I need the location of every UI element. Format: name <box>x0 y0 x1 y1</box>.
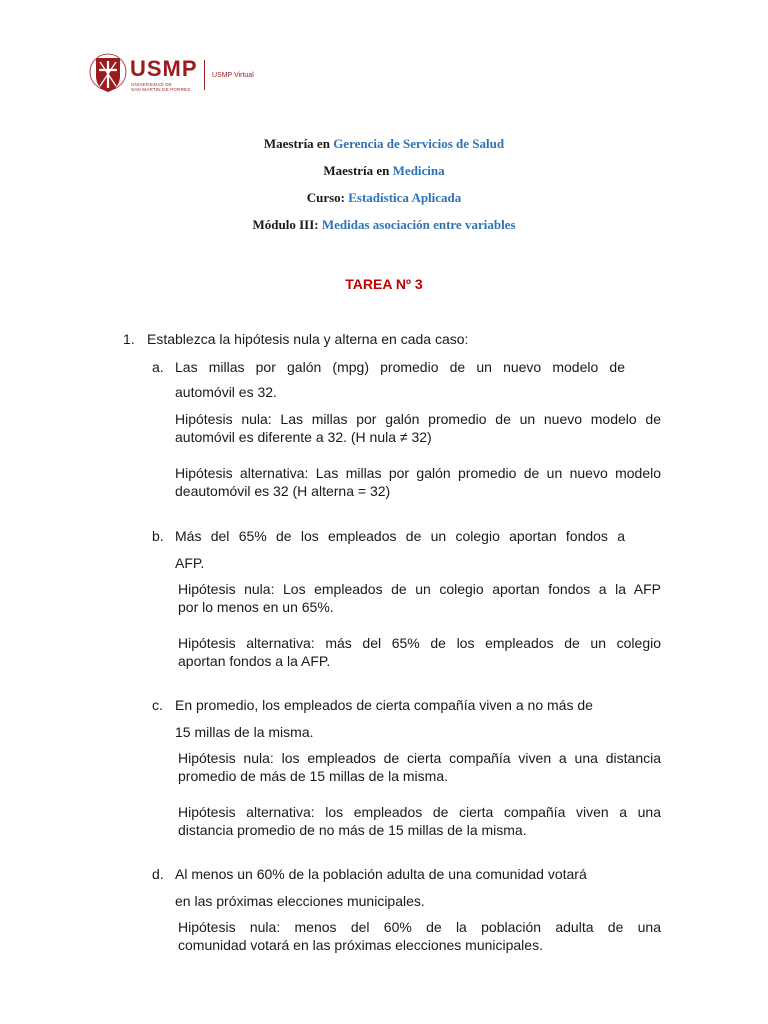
meta-line-maestria-2: Maestría en Medicina <box>323 163 445 178</box>
meta-line-maestria-1: Maestría en Gerencia de Servicios de Salud <box>263 136 505 151</box>
item-c-letter: c. <box>152 697 163 713</box>
item-b-null-hypothesis: Hipótesis nula: Los empleados de un colegio aportan fondos a la AFP por lo menos en un 65%. <box>178 581 661 615</box>
header-divider <box>204 60 205 90</box>
item-a-null-hypothesis: Hipótesis nula: Las millas por galón promedio de un nuevo modelo de automóvil es diferente a 32. (H nula ≠ 32) <box>175 411 661 445</box>
item-b-statement: Más del 65% de los empleados de un colegio aportan fondos a <box>175 528 625 544</box>
page-title: TAREA Nº 3 <box>345 276 423 292</box>
item-b-letter: b. <box>152 528 164 544</box>
brand-subtitle: UNIVERSIDAD DE SAN MARTIN DE PORRES <box>131 82 191 92</box>
item-b-statement-cont: AFP. <box>175 555 205 571</box>
usmp-seal-icon <box>88 48 128 98</box>
item-d-letter: d. <box>152 866 164 882</box>
item-c-statement-cont: 15 millas de la misma. <box>175 724 314 740</box>
item-d-statement: Al menos un 60% de la población adulta de una comunidad votará <box>175 866 587 882</box>
item-c-alt-hypothesis: Hipótesis alternativa: los empleados de cierta compañía viven a una distancia promedio de no más de 15 millas de la misma. <box>178 804 661 838</box>
meta-line-curso: Curso: Estadística Aplicada <box>306 190 462 205</box>
question-number: 1. <box>123 331 135 347</box>
item-c-null-hypothesis: Hipótesis nula: los empleados de cierta compañía viven a una distancia promedio de más de 15 millas de la misma. <box>178 750 661 784</box>
item-a-alt-hypothesis: Hipótesis alternativa: Las millas por galón promedio de un nuevo modelo deautomóvil es 32 (H alterna = 32) <box>175 465 661 499</box>
item-c-statement: En promedio, los empleados de cierta compañía viven a no más de <box>175 697 593 713</box>
item-d-statement-cont: en las próximas elecciones municipales. <box>175 893 425 909</box>
item-a-statement: Las millas por galón (mpg) promedio de un nuevo modelo de <box>175 359 625 375</box>
usmp-header <box>88 48 388 98</box>
item-b-alt-hypothesis: Hipótesis alternativa: más del 65% de los empleados de un colegio aportan fondos a la AFP. <box>178 635 661 669</box>
item-a-letter: a. <box>152 359 164 375</box>
item-d-null-hypothesis: Hipótesis nula: menos del 60% de la población adulta de una comunidad votará en las próximas elecciones municipales. <box>178 919 661 953</box>
meta-line-modulo: Módulo III: Medidas asociación entre variables <box>252 217 516 232</box>
question-text: Establezca la hipótesis nula y alterna en cada caso: <box>147 331 469 347</box>
item-a-statement-cont: automóvil es 32. <box>175 384 277 400</box>
brand-logo-text: USMP <box>130 56 198 81</box>
usmp-virtual-label: USMP Virtual <box>212 72 254 79</box>
